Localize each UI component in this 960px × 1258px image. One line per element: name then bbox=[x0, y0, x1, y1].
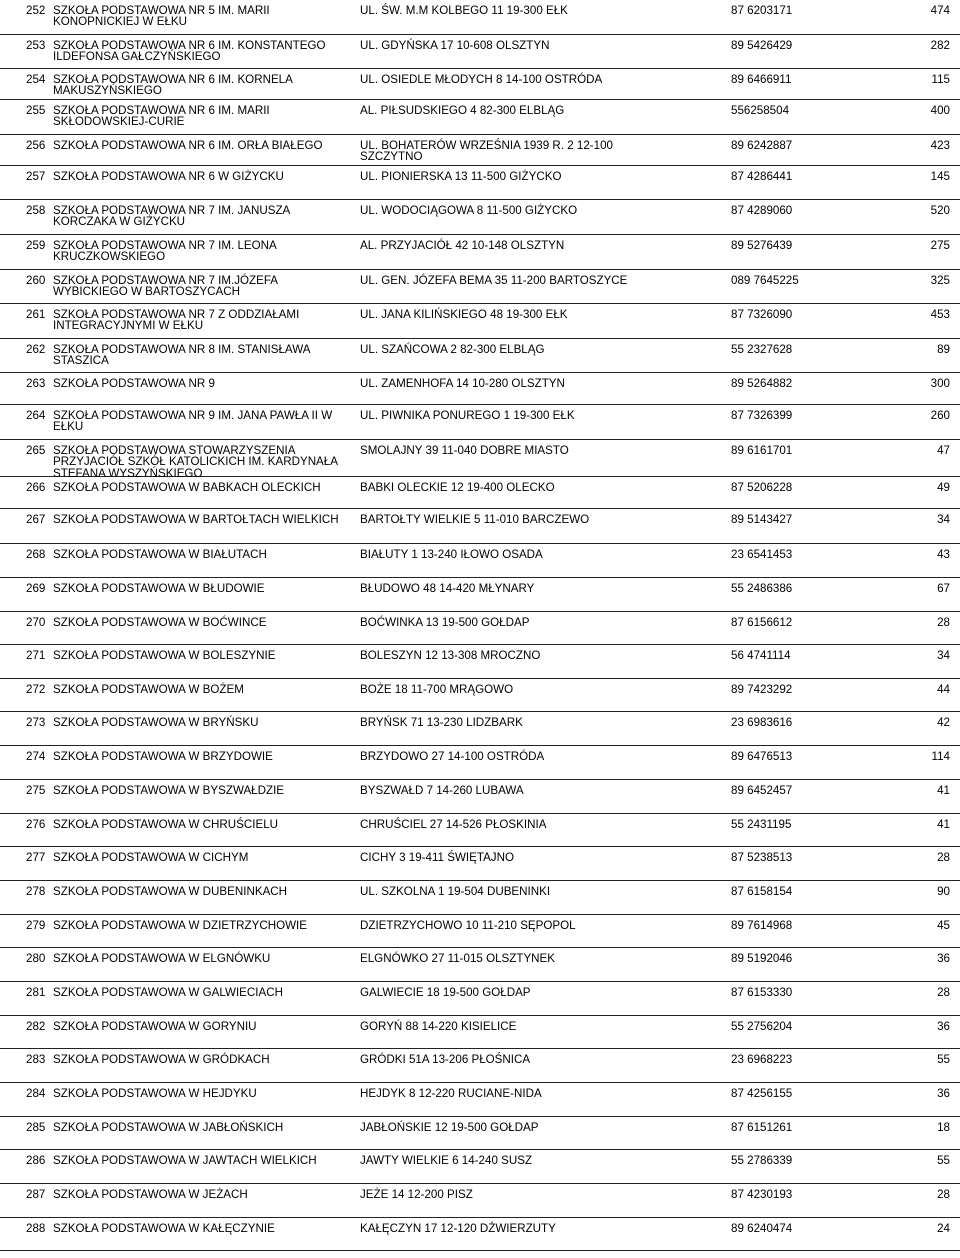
row-number: 262 bbox=[26, 343, 46, 356]
school-phone: 89 6161701 bbox=[731, 444, 793, 457]
student-count: 55 bbox=[937, 1154, 950, 1167]
student-count: 34 bbox=[937, 513, 950, 526]
student-count: 145 bbox=[930, 170, 950, 183]
table-row bbox=[0, 200, 960, 235]
student-count: 55 bbox=[937, 1053, 950, 1066]
student-count: 18 bbox=[937, 1121, 950, 1134]
table-row bbox=[0, 69, 960, 100]
school-phone: 089 7645225 bbox=[731, 274, 799, 287]
school-name: SZKOŁA PODSTAWOWA STOWARZYSZENIA PRZYJACIÓŁ SZKÓŁ KATOLICKICH IM. KARDYNAŁA STEFANA WYSZYŃSKIEGO bbox=[53, 444, 338, 480]
row-number: 253 bbox=[26, 39, 46, 52]
table-row bbox=[0, 405, 960, 440]
student-count: 47 bbox=[937, 444, 950, 457]
student-count: 42 bbox=[937, 716, 950, 729]
row-number: 264 bbox=[26, 409, 46, 422]
school-phone: 89 6452457 bbox=[731, 784, 793, 797]
table-row bbox=[0, 948, 960, 982]
school-phone: 55 2486386 bbox=[731, 582, 793, 595]
school-address: AL. PIŁSUDSKIEGO 4 82-300 ELBLĄG bbox=[360, 104, 565, 117]
school-address: GORYŃ 88 14-220 KISIELICE bbox=[360, 1020, 517, 1033]
school-name: SZKOŁA PODSTAWOWA NR 8 IM. STANISŁAWA STASZICA bbox=[53, 343, 310, 368]
table-row bbox=[0, 915, 960, 948]
row-number: 278 bbox=[26, 885, 46, 898]
student-count: 28 bbox=[937, 616, 950, 629]
school-name: SZKOŁA PODSTAWOWA W DUBENINKACH bbox=[53, 885, 288, 898]
school-name: SZKOŁA PODSTAWOWA W HEJDYKU bbox=[53, 1087, 257, 1100]
school-phone: 89 7614968 bbox=[731, 919, 793, 932]
student-count: 300 bbox=[930, 377, 950, 390]
school-name: SZKOŁA PODSTAWOWA W BYSZWAŁDZIE bbox=[53, 784, 285, 797]
table-row bbox=[0, 135, 960, 166]
table-row bbox=[0, 100, 960, 135]
school-name: SZKOŁA PODSTAWOWA NR 9 IM. JANA PAWŁA II W EŁKU bbox=[53, 409, 333, 434]
table-row bbox=[0, 477, 960, 509]
student-count: 114 bbox=[931, 750, 950, 763]
school-name: SZKOŁA PODSTAWOWA W JABŁOŃSKICH bbox=[53, 1121, 284, 1134]
school-phone: 556258504 bbox=[731, 104, 790, 117]
row-number: 265 bbox=[26, 444, 46, 457]
school-phone: 23 6968223 bbox=[731, 1053, 793, 1066]
school-name: SZKOŁA PODSTAWOWA NR 6 IM. MARII SKŁODOWSKIEJ-CURIE bbox=[53, 104, 270, 129]
school-phone: 23 6983616 bbox=[731, 716, 793, 729]
school-phone: 87 7326399 bbox=[731, 409, 793, 422]
table-row bbox=[0, 712, 960, 746]
row-number: 254 bbox=[26, 73, 46, 86]
table-row bbox=[0, 1218, 960, 1251]
school-address: JAWTY WIELKIE 6 14-240 SUSZ bbox=[360, 1154, 533, 1167]
school-address: SMOLAJNY 39 11-040 DOBRE MIASTO bbox=[360, 444, 569, 457]
school-address: CHRUŚCIEL 27 14-526 PŁOSKINIA bbox=[360, 818, 547, 831]
table-row bbox=[0, 440, 960, 480]
row-number: 274 bbox=[26, 750, 46, 763]
student-count: 90 bbox=[937, 885, 950, 898]
row-number: 259 bbox=[26, 239, 46, 252]
row-number: 286 bbox=[26, 1154, 46, 1167]
school-name: SZKOŁA PODSTAWOWA NR 6 W GIŻYCKU bbox=[53, 170, 284, 183]
school-name: SZKOŁA PODSTAWOWA W GALWIECIACH bbox=[53, 986, 283, 999]
student-count: 43 bbox=[937, 548, 950, 561]
row-number: 267 bbox=[26, 513, 46, 526]
row-number: 275 bbox=[26, 784, 46, 797]
student-count: 36 bbox=[937, 1087, 950, 1100]
school-phone: 89 6476513 bbox=[731, 750, 793, 763]
table-row bbox=[0, 35, 960, 69]
table-row bbox=[0, 0, 960, 35]
school-name: SZKOŁA PODSTAWOWA W GRÓDKACH bbox=[53, 1053, 270, 1066]
row-number: 252 bbox=[26, 4, 46, 17]
row-number: 268 bbox=[26, 548, 46, 561]
school-phone: 87 4230193 bbox=[731, 1188, 793, 1201]
school-name: SZKOŁA PODSTAWOWA NR 6 IM. ORŁA BIAŁEGO bbox=[53, 139, 323, 152]
school-address: AL. PRZYJACIÓŁ 42 10-148 OLSZTYN bbox=[360, 239, 565, 252]
table-row bbox=[0, 235, 960, 270]
school-name: SZKOŁA PODSTAWOWA NR 7 IM.JÓZEFA WYBICKIEGO W BARTOSZYCACH bbox=[53, 274, 278, 299]
school-phone: 89 5276439 bbox=[731, 239, 793, 252]
row-number: 279 bbox=[26, 919, 46, 932]
table-row bbox=[0, 1117, 960, 1150]
table-row bbox=[0, 1083, 960, 1117]
school-address: GALWIECIE 18 19-500 GOŁDAP bbox=[360, 986, 531, 999]
school-phone: 89 6466911 bbox=[731, 73, 792, 86]
school-address: ELGNÓWKO 27 11-015 OLSZTYNEK bbox=[360, 952, 556, 965]
school-phone: 87 6203171 bbox=[731, 4, 793, 17]
student-count: 520 bbox=[930, 204, 950, 217]
school-address: UL. SZKOLNA 1 19-504 DUBENINKI bbox=[360, 885, 551, 898]
student-count: 36 bbox=[937, 1020, 950, 1033]
school-name: SZKOŁA PODSTAWOWA W BRYŃSKU bbox=[53, 716, 259, 729]
school-address: UL. SZAŃCOWA 2 82-300 ELBLĄG bbox=[360, 343, 545, 356]
school-phone: 55 2756204 bbox=[731, 1020, 793, 1033]
row-number: 282 bbox=[26, 1020, 46, 1033]
school-name: SZKOŁA PODSTAWOWA W KAŁĘCZYNIE bbox=[53, 1222, 275, 1235]
table-row bbox=[0, 780, 960, 814]
table-row bbox=[0, 270, 960, 304]
row-number: 269 bbox=[26, 582, 46, 595]
school-name: SZKOŁA PODSTAWOWA W BOLESZYNIE bbox=[53, 649, 276, 662]
school-phone: 87 5206228 bbox=[731, 481, 793, 494]
school-name: SZKOŁA PODSTAWOWA W BRZYDOWIE bbox=[53, 750, 273, 763]
student-count: 423 bbox=[930, 139, 950, 152]
school-address: CICHY 3 19-411 ŚWIĘTAJNO bbox=[360, 851, 514, 864]
school-address: UL. PIWNIKA PONUREGO 1 19-300 EŁK bbox=[360, 409, 575, 422]
school-address: KAŁĘCZYN 17 12-120 DŹWIERZUTY bbox=[360, 1222, 556, 1235]
school-phone: 56 4741114 bbox=[731, 649, 791, 662]
school-phone: 87 6153330 bbox=[731, 986, 793, 999]
school-address: BRZYDOWO 27 14-100 OSTRÓDA bbox=[360, 750, 545, 763]
row-number: 257 bbox=[26, 170, 46, 183]
school-phone: 87 6156612 bbox=[731, 616, 793, 629]
table-row bbox=[0, 1016, 960, 1049]
table-row bbox=[0, 304, 960, 339]
row-number: 280 bbox=[26, 952, 46, 965]
school-phone: 87 6158154 bbox=[731, 885, 793, 898]
school-address: JEŻE 14 12-200 PISZ bbox=[360, 1188, 473, 1201]
student-count: 28 bbox=[937, 1188, 950, 1201]
school-address: BOŻE 18 11-700 MRĄGOWO bbox=[360, 683, 514, 696]
school-name: SZKOŁA PODSTAWOWA NR 7 Z ODDZIAŁAMI INTEGRACYJNYMI W EŁKU bbox=[53, 308, 300, 333]
school-name: SZKOŁA PODSTAWOWA NR 5 IM. MARII KONOPNICKIEJ W EŁKU bbox=[53, 4, 270, 29]
table-row bbox=[0, 339, 960, 373]
student-count: 34 bbox=[937, 649, 950, 662]
student-count: 45 bbox=[937, 919, 950, 932]
school-address: UL. ŚW. M.M KOLBEGO 11 19-300 EŁK bbox=[360, 4, 568, 17]
student-count: 282 bbox=[930, 39, 950, 52]
student-count: 36 bbox=[937, 952, 950, 965]
school-address: BIAŁUTY 1 13-240 IŁOWO OSADA bbox=[360, 548, 543, 561]
table-row bbox=[0, 746, 960, 780]
school-phone: 87 7326090 bbox=[731, 308, 793, 321]
school-address: BOĆWINKA 13 19-500 GOŁDAP bbox=[360, 616, 530, 629]
table-row bbox=[0, 578, 960, 612]
school-name: SZKOŁA PODSTAWOWA W BŁUDOWIE bbox=[53, 582, 265, 595]
student-count: 325 bbox=[930, 274, 950, 287]
row-number: 283 bbox=[26, 1053, 46, 1066]
school-name: SZKOŁA PODSTAWOWA NR 7 IM. LEONA KRUCZKOWSKIEGO bbox=[53, 239, 277, 264]
school-phone: 55 2431195 bbox=[731, 818, 792, 831]
student-count: 28 bbox=[937, 986, 950, 999]
school-name: SZKOŁA PODSTAWOWA NR 6 IM. KONSTANTEGO ILDEFONSA GAŁCZYŃSKIEGO bbox=[53, 39, 326, 64]
school-address: BŁUDOWO 48 14-420 MŁYNARY bbox=[360, 582, 535, 595]
student-count: 400 bbox=[930, 104, 950, 117]
school-phone: 89 6242887 bbox=[731, 139, 793, 152]
student-count: 28 bbox=[937, 851, 950, 864]
row-number: 281 bbox=[26, 986, 46, 999]
table-row bbox=[0, 645, 960, 679]
student-count: 115 bbox=[931, 73, 950, 86]
school-phone: 87 4289060 bbox=[731, 204, 793, 217]
row-number: 261 bbox=[26, 308, 46, 321]
school-name: SZKOŁA PODSTAWOWA W ELGNÓWKU bbox=[53, 952, 271, 965]
school-name: SZKOŁA PODSTAWOWA W BARTOŁTACH WIELKICH bbox=[53, 513, 339, 526]
table-row bbox=[0, 814, 960, 847]
school-address: UL. PIONIERSKA 13 11-500 GIŻYCKO bbox=[360, 170, 562, 183]
table-row bbox=[0, 612, 960, 645]
school-name: SZKOŁA PODSTAWOWA W JAWTACH WIELKICH bbox=[53, 1154, 317, 1167]
row-number: 258 bbox=[26, 204, 46, 217]
school-address: GRÓDKI 51A 13-206 PŁOŚNICA bbox=[360, 1053, 531, 1066]
school-phone: 89 7423292 bbox=[731, 683, 793, 696]
row-number: 255 bbox=[26, 104, 46, 117]
school-phone: 23 6541453 bbox=[731, 548, 793, 561]
table-row bbox=[0, 1049, 960, 1083]
school-phone: 55 2786339 bbox=[731, 1154, 793, 1167]
table-row bbox=[0, 847, 960, 881]
table-row bbox=[0, 509, 960, 544]
school-phone: 87 4256155 bbox=[731, 1087, 793, 1100]
table-row bbox=[0, 679, 960, 712]
school-address: BRYŃSK 71 13-230 LIDZBARK bbox=[360, 716, 523, 729]
school-address: UL. WODOCIĄGOWA 8 11-500 GIŻYCKO bbox=[360, 204, 578, 217]
student-count: 49 bbox=[937, 481, 950, 494]
school-name: SZKOŁA PODSTAWOWA NR 9 bbox=[53, 377, 215, 390]
row-number: 285 bbox=[26, 1121, 46, 1134]
table-row bbox=[0, 1184, 960, 1218]
school-phone: 87 4286441 bbox=[731, 170, 793, 183]
school-address: UL. GEN. JÓZEFA BEMA 35 11-200 BARTOSZYCE bbox=[360, 274, 628, 287]
row-number: 288 bbox=[26, 1222, 46, 1235]
student-count: 41 bbox=[937, 818, 950, 831]
school-name: SZKOŁA PODSTAWOWA W BABKACH OLECKICH bbox=[53, 481, 321, 494]
student-count: 41 bbox=[937, 784, 950, 797]
table-row bbox=[0, 544, 960, 578]
school-phone: 89 6240474 bbox=[731, 1222, 793, 1235]
row-number: 273 bbox=[26, 716, 46, 729]
school-phone: 87 5238513 bbox=[731, 851, 793, 864]
row-number: 256 bbox=[26, 139, 46, 152]
student-count: 67 bbox=[937, 582, 950, 595]
school-name: SZKOŁA PODSTAWOWA W CICHYM bbox=[53, 851, 249, 864]
school-name: SZKOŁA PODSTAWOWA W BOĆWINCE bbox=[53, 616, 267, 629]
student-count: 474 bbox=[930, 4, 950, 17]
school-phone: 87 6151261 bbox=[731, 1121, 793, 1134]
school-name: SZKOŁA PODSTAWOWA W GORYNIU bbox=[53, 1020, 257, 1033]
school-phone: 89 5264882 bbox=[731, 377, 793, 390]
table-row bbox=[0, 881, 960, 915]
row-number: 263 bbox=[26, 377, 46, 390]
school-address: BOLESZYN 12 13-308 MROCZNO bbox=[360, 649, 541, 662]
row-number: 266 bbox=[26, 481, 46, 494]
school-address: BABKI OLECKIE 12 19-400 OLECKO bbox=[360, 481, 555, 494]
row-number: 272 bbox=[26, 683, 46, 696]
row-number: 287 bbox=[26, 1188, 46, 1201]
school-name: SZKOŁA PODSTAWOWA W BOŻEM bbox=[53, 683, 244, 696]
row-number: 276 bbox=[26, 818, 46, 831]
school-address: UL. ZAMENHOFA 14 10-280 OLSZTYN bbox=[360, 377, 565, 390]
student-count: 24 bbox=[937, 1222, 950, 1235]
table-row bbox=[0, 1150, 960, 1184]
row-number: 271 bbox=[26, 649, 46, 662]
school-address: UL. BOHATERÓW WRZEŚNIA 1939 R. 2 12-100 SZCZYTNO bbox=[360, 139, 613, 164]
student-count: 89 bbox=[937, 343, 950, 356]
school-address: HEJDYK 8 12-220 RUCIANE-NIDA bbox=[360, 1087, 542, 1100]
school-address: UL. GDYŃSKA 17 10-608 OLSZTYN bbox=[360, 39, 550, 52]
student-count: 453 bbox=[930, 308, 950, 321]
student-count: 260 bbox=[930, 409, 950, 422]
row-number: 270 bbox=[26, 616, 46, 629]
school-name: SZKOŁA PODSTAWOWA W DZIETRZYCHOWIE bbox=[53, 919, 307, 932]
school-phone: 89 5143427 bbox=[731, 513, 793, 526]
table-row bbox=[0, 166, 960, 200]
school-name: SZKOŁA PODSTAWOWA NR 7 IM. JANUSZA KORCZAKA W GIŻYCKU bbox=[53, 204, 290, 229]
row-number: 277 bbox=[26, 851, 46, 864]
school-address: BARTOŁTY WIELKIE 5 11-010 BARCZEWO bbox=[360, 513, 590, 526]
school-address: JABŁOŃSKIE 12 19-500 GOŁDAP bbox=[360, 1121, 539, 1134]
school-name: SZKOŁA PODSTAWOWA W JEŻACH bbox=[53, 1188, 248, 1201]
table-row bbox=[0, 982, 960, 1016]
school-name: SZKOŁA PODSTAWOWA NR 6 IM. KORNELA MAKUSZYŃSKIEGO bbox=[53, 73, 293, 98]
school-address: UL. JANA KILIŃSKIEGO 48 19-300 EŁK bbox=[360, 308, 568, 321]
school-address: UL. OSIEDLE MŁODYCH 8 14-100 OSTRÓDA bbox=[360, 73, 603, 86]
school-phone: 89 5192046 bbox=[731, 952, 793, 965]
student-count: 44 bbox=[937, 683, 950, 696]
school-phone: 89 5426429 bbox=[731, 39, 793, 52]
school-address: BYSZWAŁD 7 14-260 LUBAWA bbox=[360, 784, 524, 797]
table-row bbox=[0, 373, 960, 405]
school-address: DZIETRZYCHOWO 10 11-210 SĘPOPOL bbox=[360, 919, 576, 932]
student-count: 275 bbox=[930, 239, 950, 252]
school-name: SZKOŁA PODSTAWOWA W CHRUŚCIELU bbox=[53, 818, 279, 831]
row-number: 260 bbox=[26, 274, 46, 287]
school-name: SZKOŁA PODSTAWOWA W BIAŁUTACH bbox=[53, 548, 267, 561]
school-phone: 55 2327628 bbox=[731, 343, 793, 356]
row-number: 284 bbox=[26, 1087, 46, 1100]
